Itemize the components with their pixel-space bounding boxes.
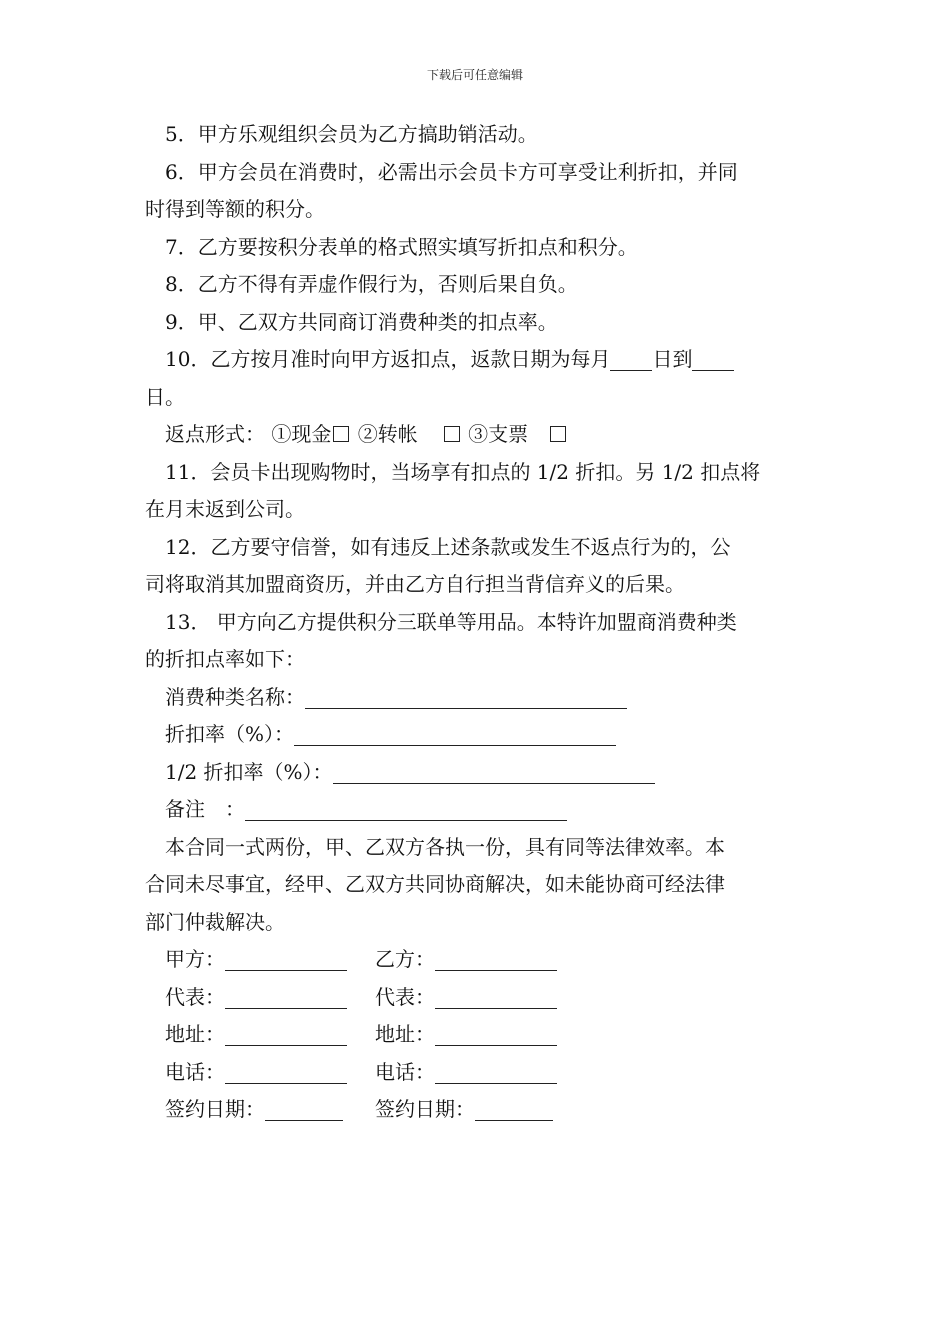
party-b-blank[interactable] bbox=[435, 946, 557, 971]
clause-13-line-1: 13． 甲方向乙方提供积分三联单等用品。本特许加盟商消费种类 bbox=[165, 609, 737, 634]
rep-b-label: 代表： bbox=[375, 984, 435, 1009]
clause-9: 9．甲、乙双方共同商订消费种类的扣点率。 bbox=[165, 309, 558, 334]
date-a-label: 签约日期： bbox=[165, 1097, 265, 1121]
phone-a-blank[interactable] bbox=[225, 1059, 347, 1084]
phone-b-label: 电话： bbox=[375, 1059, 435, 1084]
clause-11-line-2: 在月末返到公司。 bbox=[145, 497, 305, 521]
address-b-blank[interactable] bbox=[435, 1021, 557, 1046]
remark-field-row bbox=[145, 791, 810, 829]
signature-party-row bbox=[145, 941, 810, 979]
end-day-blank[interactable] bbox=[692, 346, 734, 371]
clause-12-line-1: 12．乙方要守信誉，如有违反上述条款或发生不返点行为的，公 bbox=[165, 534, 731, 559]
address-a-label: 地址： bbox=[165, 1022, 225, 1046]
remark-blank[interactable] bbox=[245, 796, 567, 821]
discount-field-row bbox=[145, 716, 810, 754]
clause-5: 5．甲方乐观组织会员为乙方搞助销活动。 bbox=[165, 122, 538, 146]
rebate-option-transfer: ②转帐 bbox=[357, 422, 418, 446]
clause-10-text: 10．乙方按月准时向甲方返扣点，返款日期为每月 bbox=[165, 347, 611, 371]
party-a-blank[interactable] bbox=[225, 946, 347, 971]
half-discount-field-row bbox=[145, 754, 810, 792]
closing-line-3: 部门仲裁解决。 bbox=[145, 909, 285, 934]
rep-b-blank[interactable] bbox=[435, 984, 557, 1009]
remark-label: 备注 ： bbox=[165, 797, 245, 821]
clause-12-line-2: 司将取消其加盟商资历，并由乙方自行担当背信弃义的后果。 bbox=[145, 572, 685, 596]
closing-line-2: 合同未尽事宜，经甲、乙双方共同协商解决，如未能协商可经法律 bbox=[145, 872, 725, 896]
signature-address-row bbox=[145, 1016, 810, 1054]
address-b-label: 地址： bbox=[375, 1022, 435, 1046]
category-blank[interactable] bbox=[305, 684, 627, 709]
signature-rep-row bbox=[145, 979, 810, 1017]
rebate-form-row bbox=[145, 416, 810, 454]
clause-10-line-1 bbox=[145, 341, 810, 379]
transfer-checkbox[interactable] bbox=[444, 426, 460, 442]
party-b-label: 乙方： bbox=[375, 947, 435, 971]
clause-8: 8．乙方不得有弄虚作假行为，否则后果自负。 bbox=[165, 272, 578, 296]
clause-13-line-2: 的折扣点率如下： bbox=[145, 647, 305, 671]
discount-label: 折扣率（%）： bbox=[165, 722, 295, 746]
half-discount-blank[interactable] bbox=[333, 759, 655, 784]
date-b-label: 签约日期： bbox=[375, 1097, 475, 1121]
rebate-option-cash: ①现金 bbox=[271, 422, 332, 446]
address-a-blank[interactable] bbox=[225, 1021, 347, 1046]
signature-phone-row bbox=[145, 1054, 810, 1092]
phone-b-blank[interactable] bbox=[435, 1059, 557, 1084]
contract-body bbox=[145, 116, 810, 1129]
rebate-form-label: 返点形式： bbox=[165, 422, 265, 446]
clause-10-line-2: 日。 bbox=[145, 384, 185, 409]
signature-date-row bbox=[145, 1091, 810, 1129]
page-header-note: 下载后可任意编辑 bbox=[426, 68, 523, 82]
discount-blank[interactable] bbox=[294, 721, 616, 746]
clause-11-line-1: 11．会员卡出现购物时，当场享有扣点的 1/2 折扣。另 1/2 扣点将 bbox=[165, 459, 761, 484]
start-day-blank[interactable] bbox=[610, 346, 652, 371]
clause-6-line-1: 6．甲方会员在消费时，必需出示会员卡方可享受让利折扣，并同 bbox=[165, 159, 738, 184]
half-discount-label: 1/2 折扣率（%）： bbox=[165, 759, 333, 784]
date-b-blank[interactable] bbox=[475, 1096, 553, 1121]
closing-line-1: 本合同一式两份，甲、乙双方各执一份，具有同等法律效率。本 bbox=[165, 834, 725, 859]
phone-a-label: 电话： bbox=[165, 1059, 225, 1084]
clause-7: 7．乙方要按积分表单的格式照实填写折扣点和积分。 bbox=[165, 234, 638, 259]
rep-a-blank[interactable] bbox=[225, 984, 347, 1009]
clause-6-line-2: 时得到等额的积分。 bbox=[145, 197, 325, 221]
cheque-checkbox[interactable] bbox=[550, 426, 566, 442]
category-label: 消费种类名称： bbox=[165, 684, 305, 709]
rep-a-label: 代表： bbox=[165, 984, 225, 1009]
rebate-option-cheque: ③支票 bbox=[468, 422, 529, 446]
clause-10-to: 日到 bbox=[652, 347, 693, 371]
party-a-label: 甲方： bbox=[165, 947, 225, 971]
date-a-blank[interactable] bbox=[265, 1096, 343, 1121]
cash-checkbox[interactable] bbox=[333, 426, 349, 442]
category-field-row bbox=[145, 679, 810, 717]
